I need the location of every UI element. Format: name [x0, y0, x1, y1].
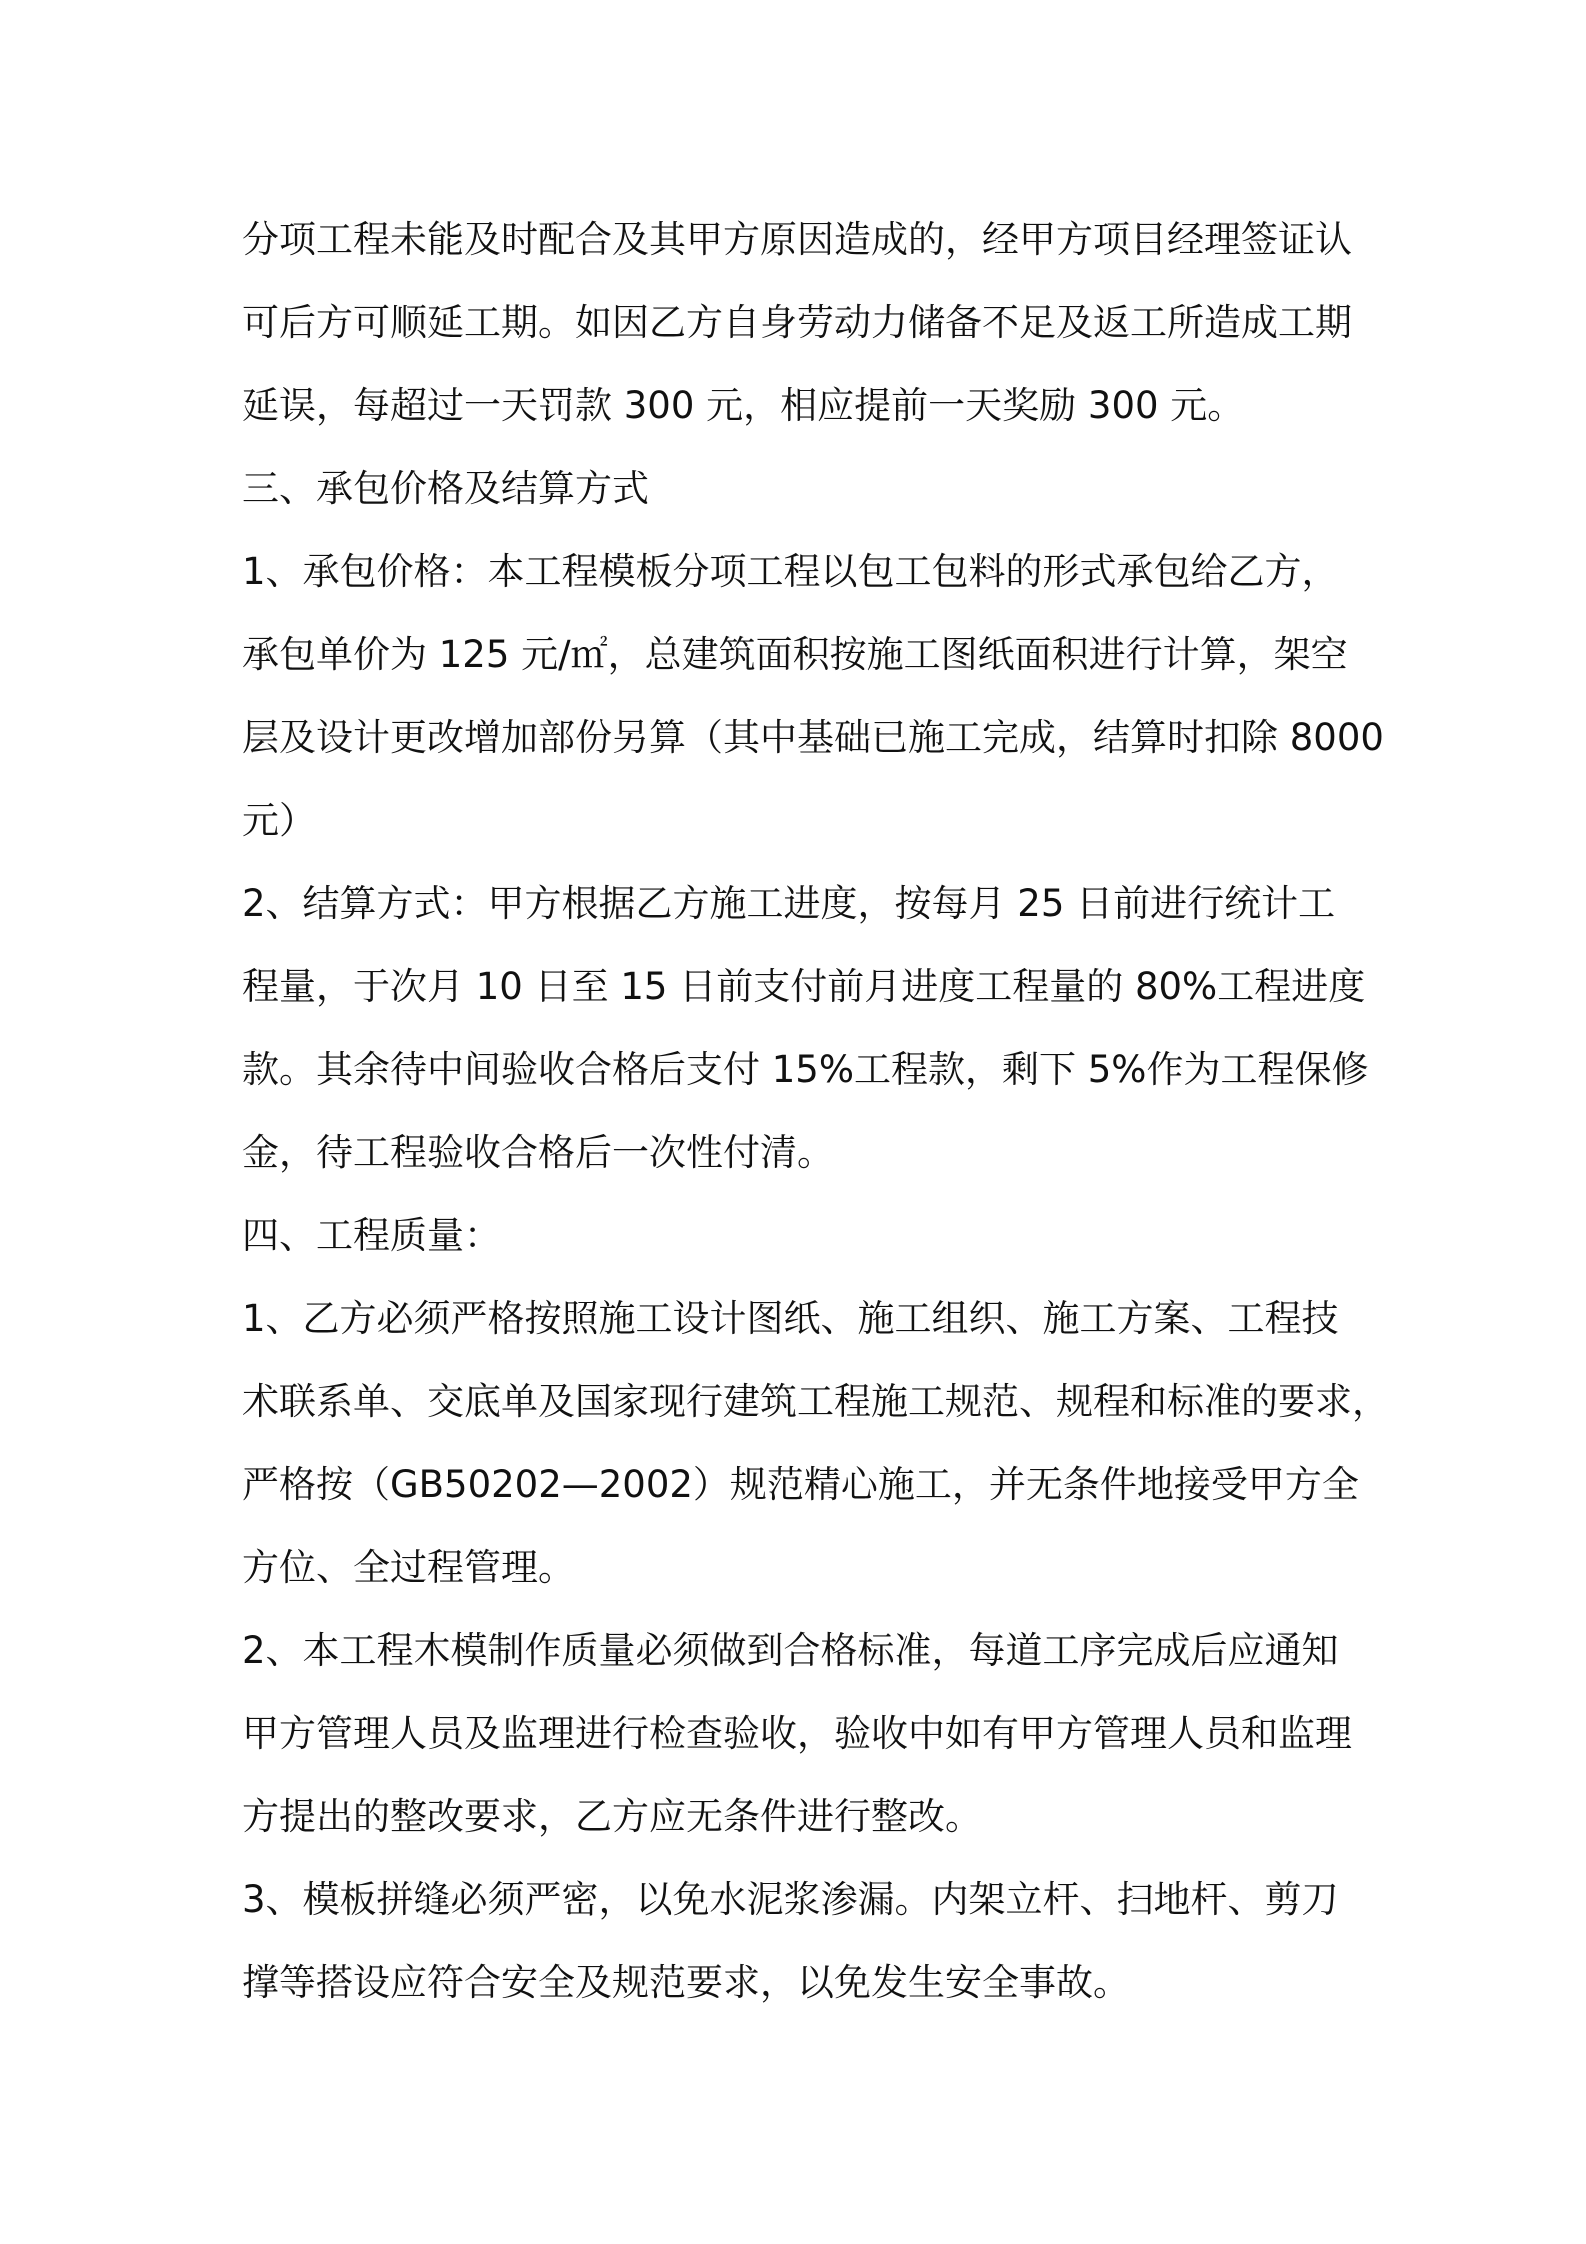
paragraph-line: 方位、全过程管理。 [242, 1546, 575, 1589]
section-heading-pricing: 三、承包价格及结算方式 [242, 467, 649, 510]
paragraph-line: 严格按（GB50202—2002）规范精心施工，并无条件地接受甲方全 [242, 1463, 1359, 1506]
paragraph-line: 分项工程未能及时配合及其甲方原因造成的，经甲方项目经理签证认 [242, 218, 1352, 261]
paragraph-line: 程量，于次月 10 日至 15 日前支付前月进度工程量的 80%工程进度 [242, 965, 1366, 1008]
paragraph-line: 1、承包价格：本工程模板分项工程以包工包料的形式承包给乙方， [242, 550, 1339, 593]
paragraph-line: 2、本工程木模制作质量必须做到合格标准，每道工序完成后应通知 [242, 1629, 1339, 1672]
paragraph-line: 元） [242, 799, 316, 842]
paragraph-line: 3、模板拼缝必须严密，以免水泥浆渗漏。内架立杆、扫地杆、剪刀 [242, 1878, 1339, 1921]
paragraph-line: 金，待工程验收合格后一次性付清。 [242, 1131, 834, 1174]
paragraph-line: 撑等搭设应符合安全及规范要求，以免发生安全事故。 [242, 1961, 1130, 2004]
paragraph-line: 可后方可顺延工期。如因乙方自身劳动力储备不足及返工所造成工期 [242, 301, 1352, 344]
paragraph-line: 1、乙方必须严格按照施工设计图纸、施工组织、施工方案、工程技 [242, 1297, 1339, 1340]
document-body [242, 198, 1389, 2024]
paragraph-line: 承包单价为 125 元/㎡，总建筑面积按施工图纸面积进行计算，架空 [242, 633, 1348, 676]
paragraph-line: 2、结算方式：甲方根据乙方施工进度，按每月 25 日前进行统计工 [242, 882, 1336, 925]
paragraph-line: 款。其余待中间验收合格后支付 15%工程款，剩下 5%作为工程保修 [242, 1048, 1369, 1091]
paragraph-line: 方提出的整改要求，乙方应无条件进行整改。 [242, 1795, 982, 1838]
paragraph-line: 术联系单、交底单及国家现行建筑工程施工规范、规程和标准的要求， [242, 1380, 1389, 1423]
paragraph-line: 甲方管理人员及监理进行检查验收，验收中如有甲方管理人员和监理 [242, 1712, 1352, 1755]
paragraph-line: 层及设计更改增加部份另算（其中基础已施工完成，结算时扣除 8000 [242, 716, 1384, 759]
section-heading-quality: 四、工程质量： [242, 1214, 501, 1257]
paragraph-line: 延误，每超过一天罚款 300 元，相应提前一天奖励 300 元。 [242, 384, 1245, 427]
